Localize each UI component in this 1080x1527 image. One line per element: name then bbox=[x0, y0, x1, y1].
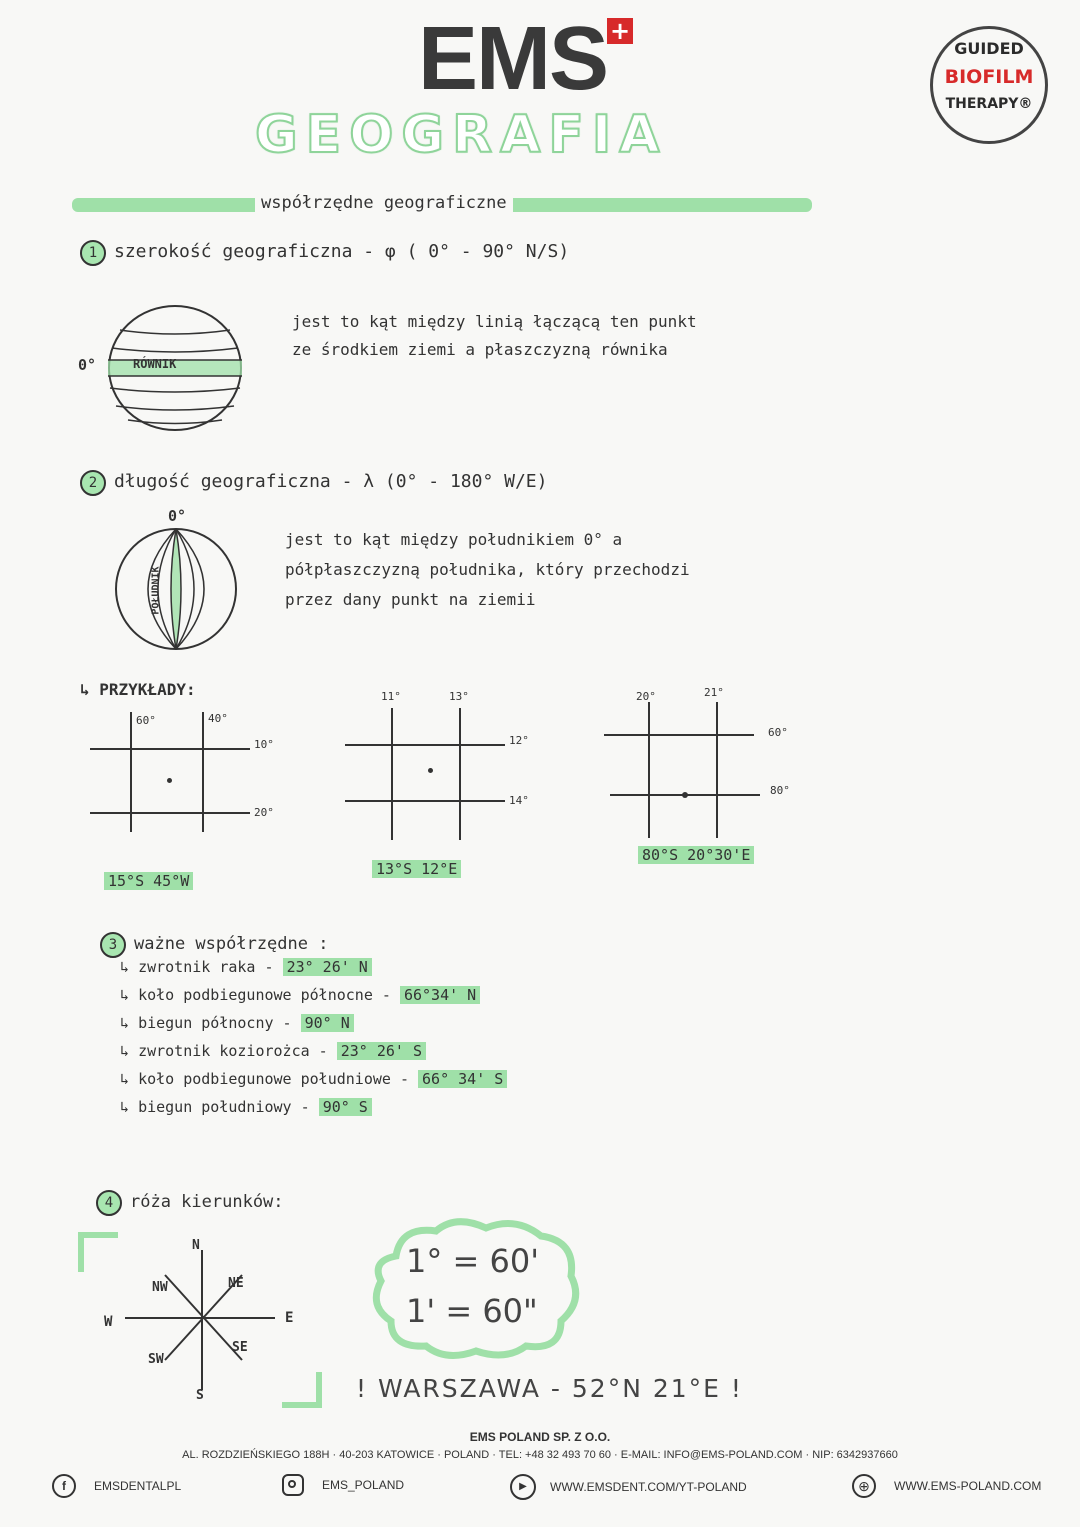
instagram-icon bbox=[282, 1474, 304, 1496]
instagram-link[interactable] bbox=[282, 1474, 404, 1496]
badge-top-text: GUIDED bbox=[954, 39, 1024, 58]
latitude-zero-label: 0° bbox=[78, 356, 97, 374]
longitude-description-line: przez dany punkt na ziemii bbox=[285, 590, 536, 609]
facebook-icon: f bbox=[52, 1474, 76, 1498]
example-answer bbox=[372, 860, 461, 878]
number-badge: 1 bbox=[80, 240, 106, 266]
badge-bottom-text: THERAPY® bbox=[945, 96, 1033, 112]
grid-right-top: 60° bbox=[768, 726, 788, 739]
warszawa-coordinates: ! WARSZAWA - 52°N 21°E ! bbox=[356, 1374, 743, 1403]
facebook-handle: EMSDENTALPL bbox=[94, 1479, 182, 1493]
globe-icon: ⊕ bbox=[852, 1474, 876, 1498]
badge-mid-text: BIOFILM bbox=[944, 66, 1034, 88]
point-marker bbox=[167, 778, 172, 783]
point-marker bbox=[682, 792, 688, 798]
coordinate-name: zwrotnik raka bbox=[138, 958, 256, 976]
grid-right-bottom: 14° bbox=[509, 794, 529, 807]
website-url: WWW.EMS-POLAND.COM bbox=[894, 1479, 1042, 1493]
minute-conversion: 1' = 60" bbox=[406, 1292, 538, 1330]
youtube-url: WWW.EMSDENT.COM/YT-POLAND bbox=[550, 1480, 747, 1494]
grid-right-bottom: 20° bbox=[254, 806, 274, 819]
example-grid bbox=[345, 690, 545, 840]
coordinate-name: koło podbiegunowe południowe bbox=[138, 1070, 391, 1088]
longitude-description-line: jest to kąt między południkiem 0° a bbox=[285, 530, 623, 549]
coordinate-value: 23° 26' S bbox=[337, 1042, 426, 1060]
example-answer bbox=[104, 872, 193, 890]
latitude-heading-text: szerokość geograficzna - φ ( 0° - 90° N/S) bbox=[114, 241, 570, 262]
list-item: ↳ zwrotnik raka - 23° 26' N bbox=[120, 958, 507, 976]
compass-s: S bbox=[196, 1388, 204, 1403]
grid-right-top: 12° bbox=[509, 734, 529, 747]
grid-right-bottom: 80° bbox=[770, 784, 790, 797]
compass-heading-text: róża kierunków: bbox=[130, 1192, 284, 1212]
latitude-description bbox=[292, 308, 697, 364]
guided-biofilm-therapy-badge bbox=[930, 26, 1048, 144]
grid-right-top: 10° bbox=[254, 738, 274, 751]
important-heading-text: ważne współrzędne : bbox=[134, 934, 329, 954]
coordinate-value: 66°34' N bbox=[400, 986, 480, 1004]
website-link[interactable] bbox=[852, 1474, 1041, 1498]
longitude-zero-label: 0° bbox=[168, 507, 187, 525]
examples-label-text: PRZYKŁADY: bbox=[99, 680, 196, 699]
equator-label: RÓWNIK bbox=[133, 357, 177, 371]
degree-conversion: 1° = 60' bbox=[406, 1242, 540, 1280]
grid-top-left: 60° bbox=[136, 714, 156, 727]
important-heading bbox=[100, 932, 328, 958]
grid-top-right: 21° bbox=[704, 686, 724, 699]
example-answer bbox=[638, 846, 754, 864]
page-title: GEOGRAFIA bbox=[255, 105, 668, 165]
youtube-icon: ▶ bbox=[510, 1474, 536, 1500]
example-grid bbox=[604, 686, 814, 840]
longitude-description-line: półpłaszczyzną południka, który przechodzi bbox=[285, 560, 690, 579]
coordinate-name: zwrotnik koziorożca bbox=[138, 1042, 310, 1060]
footer-address: AL. ROZDZIEŃSKIEGO 188H · 40-203 KATOWICE · POLAND · TEL: +48 32 493 70 60 · E-MAIL: INFO@EMS-POLAND.COM · NIP: 6342937660 bbox=[182, 1449, 898, 1461]
compass-heading bbox=[96, 1190, 284, 1216]
cloud-content bbox=[406, 1236, 539, 1336]
compass-se: SE bbox=[232, 1340, 248, 1355]
examples-label bbox=[80, 680, 196, 699]
list-item: ↳ zwrotnik koziorożca - 23° 26' S bbox=[120, 1042, 507, 1060]
latitude-description-line: ze środkiem ziemi a płaszczyzną równika bbox=[292, 340, 668, 359]
list-item: ↳ biegun północny - 90° N bbox=[120, 1014, 507, 1032]
number-badge: 2 bbox=[80, 470, 106, 496]
grid-top-left: 20° bbox=[636, 690, 656, 703]
coordinate-value: 90° S bbox=[319, 1098, 372, 1116]
point-marker bbox=[428, 768, 433, 773]
coordinate-value: 66° 34' S bbox=[418, 1070, 507, 1088]
section-title: współrzędne geograficzne bbox=[255, 193, 513, 213]
compass-e: E bbox=[285, 1310, 294, 1326]
ems-logo bbox=[418, 8, 633, 111]
list-item: ↳ koło podbiegunowe północne - 66°34' N bbox=[120, 986, 507, 1004]
number-badge: 4 bbox=[96, 1190, 122, 1216]
arrow-icon: ↳ bbox=[80, 680, 100, 699]
compass-n: N bbox=[192, 1238, 200, 1253]
coordinate-name: biegun północny bbox=[138, 1014, 274, 1032]
compass-w: W bbox=[104, 1314, 113, 1330]
number-badge: 3 bbox=[100, 932, 126, 958]
example-answer-text: 15°S 45°W bbox=[104, 872, 193, 890]
ems-logo-text: EMS bbox=[418, 9, 608, 109]
instagram-handle: EMS_POLAND bbox=[322, 1478, 405, 1492]
important-coordinates-list bbox=[120, 958, 507, 1126]
example-answer-text: 80°S 20°30'E bbox=[638, 846, 754, 864]
compass-ne: NE bbox=[228, 1276, 244, 1291]
grid-top-right: 13° bbox=[449, 690, 469, 703]
example-grid bbox=[90, 712, 274, 832]
latitude-heading bbox=[80, 240, 569, 266]
footer-company: EMS POLAND SP. Z O.O. bbox=[469, 1430, 611, 1444]
youtube-link[interactable] bbox=[510, 1474, 747, 1500]
meridian-label: POŁUDNIK bbox=[150, 566, 162, 615]
longitude-description bbox=[285, 525, 690, 615]
coordinate-value: 23° 26' N bbox=[283, 958, 372, 976]
longitude-heading bbox=[80, 470, 547, 496]
coordinate-name: biegun południowy bbox=[138, 1098, 292, 1116]
longitude-globe bbox=[110, 525, 242, 655]
longitude-heading-text: długość geograficzna - λ (0° - 180° W/E) bbox=[114, 471, 548, 492]
coordinate-name: koło podbiegunowe północne bbox=[138, 986, 373, 1004]
facebook-link[interactable] bbox=[52, 1474, 181, 1498]
example-answer-text: 13°S 12°E bbox=[372, 860, 461, 878]
grid-top-right: 40° bbox=[208, 712, 228, 725]
coordinate-value: 90° N bbox=[301, 1014, 354, 1032]
compass-sw: SW bbox=[148, 1352, 164, 1367]
compass-nw: NW bbox=[152, 1280, 168, 1295]
list-item: ↳ koło podbiegunowe południowe - 66° 34' S bbox=[120, 1070, 507, 1088]
grid-top-left: 11° bbox=[381, 690, 401, 703]
latitude-description-line: jest to kąt między linią łączącą ten punkt bbox=[292, 312, 697, 331]
list-item: ↳ biegun południowy - 90° S bbox=[120, 1098, 507, 1116]
swiss-cross-icon: + bbox=[607, 18, 633, 44]
